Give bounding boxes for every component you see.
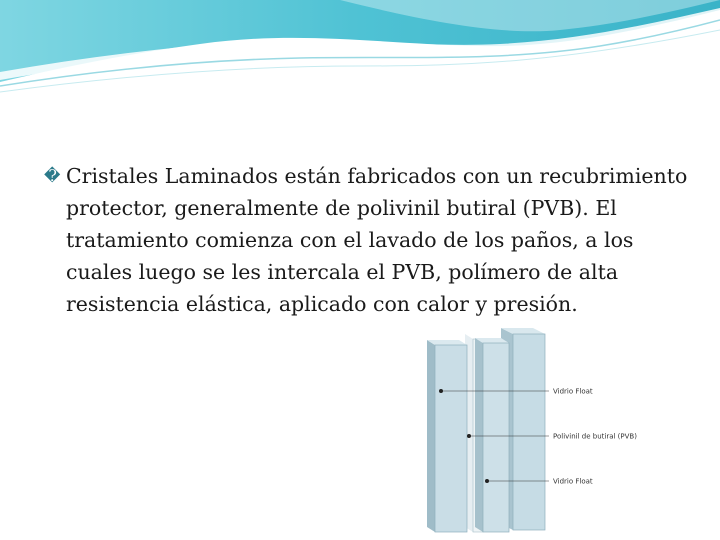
glass-pane-1 — [427, 340, 467, 532]
slide-body — [44, 160, 694, 320]
leader-dot-top — [439, 389, 443, 393]
label-vidrio-float-bottom: Vidrio Float — [553, 477, 593, 486]
header-wave-decoration — [0, 0, 720, 110]
paragraph-text: Cristales Laminados están fabricados con un recubrimiento protector, generalmente de polivinil butiral (PVB). El tratamiento comienza con el lavado de los paños, a los cuales luego se les intercala el PVB, polímero de alta resistencia elástica, aplicado con calor y presión. — [66, 164, 688, 316]
bullet-paragraph — [44, 160, 694, 320]
leader-dot-middle — [467, 434, 471, 438]
label-vidrio-float-top: Vidrio Float — [553, 387, 593, 396]
bullet-icon: � — [44, 166, 61, 185]
glass-pane-2 — [475, 338, 509, 532]
leader-dot-bottom — [485, 479, 489, 483]
label-pvb: Polivinil de butiral (PVB) — [553, 432, 637, 441]
laminated-glass-diagram — [421, 320, 641, 540]
